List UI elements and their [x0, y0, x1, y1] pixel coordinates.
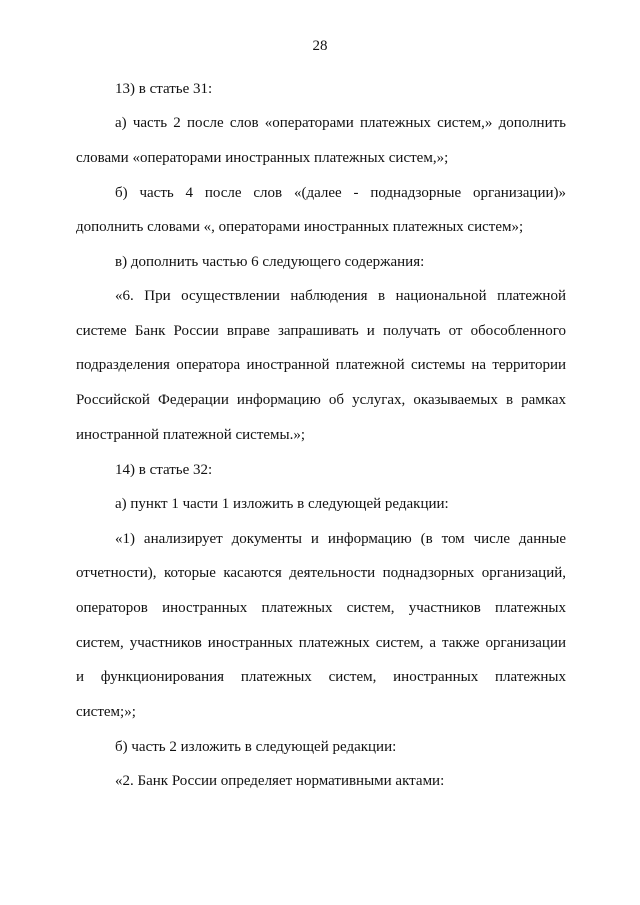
text-line: подразделения оператора иностранной платежной системы на территории [76, 357, 566, 373]
text-line: иностранной платежной системы.»; [76, 427, 306, 443]
text-line: Российской Федерации информацию об услугах, оказываемых в рамках [76, 392, 566, 408]
text-line: системе Банк России вправе запрашивать и получать от обособленного [76, 323, 566, 339]
text-line: и функционирования платежных систем, иностранных платежных [76, 669, 566, 685]
text-line: систем, участников иностранных платежных систем, а также организации [76, 635, 566, 651]
text-line: в) дополнить частью 6 следующего содержания: [115, 254, 425, 270]
text-line: операторов иностранных платежных систем, участников платежных [76, 600, 566, 616]
text-line: систем;»; [76, 704, 136, 720]
text-line: «6. При осуществлении наблюдения в национальной платежной [115, 288, 566, 304]
text-line: а) пункт 1 части 1 изложить в следующей редакции: [115, 496, 449, 512]
text-line: б) часть 2 изложить в следующей редакции: [115, 739, 397, 755]
text-line: словами «операторами иностранных платежных систем,»; [76, 150, 449, 166]
page-number: 28 [312, 38, 328, 54]
text-line: 14) в статье 32: [115, 462, 213, 478]
text-line: б) часть 4 после слов «(далее - поднадзорные организации)» [115, 185, 566, 201]
text-line: отчетности), которые касаются деятельности поднадзорных организаций, [76, 565, 566, 581]
text-line: «2. Банк России определяет нормативными актами: [115, 773, 445, 789]
text-line: дополнить словами «, операторами иностранных платежных систем»; [76, 219, 524, 235]
text-line: 13) в статье 31: [115, 81, 213, 97]
text-line: «1) анализирует документы и информацию (в том числе данные [115, 531, 566, 547]
text-line: а) часть 2 после слов «операторами платежных систем,» дополнить [115, 115, 566, 131]
